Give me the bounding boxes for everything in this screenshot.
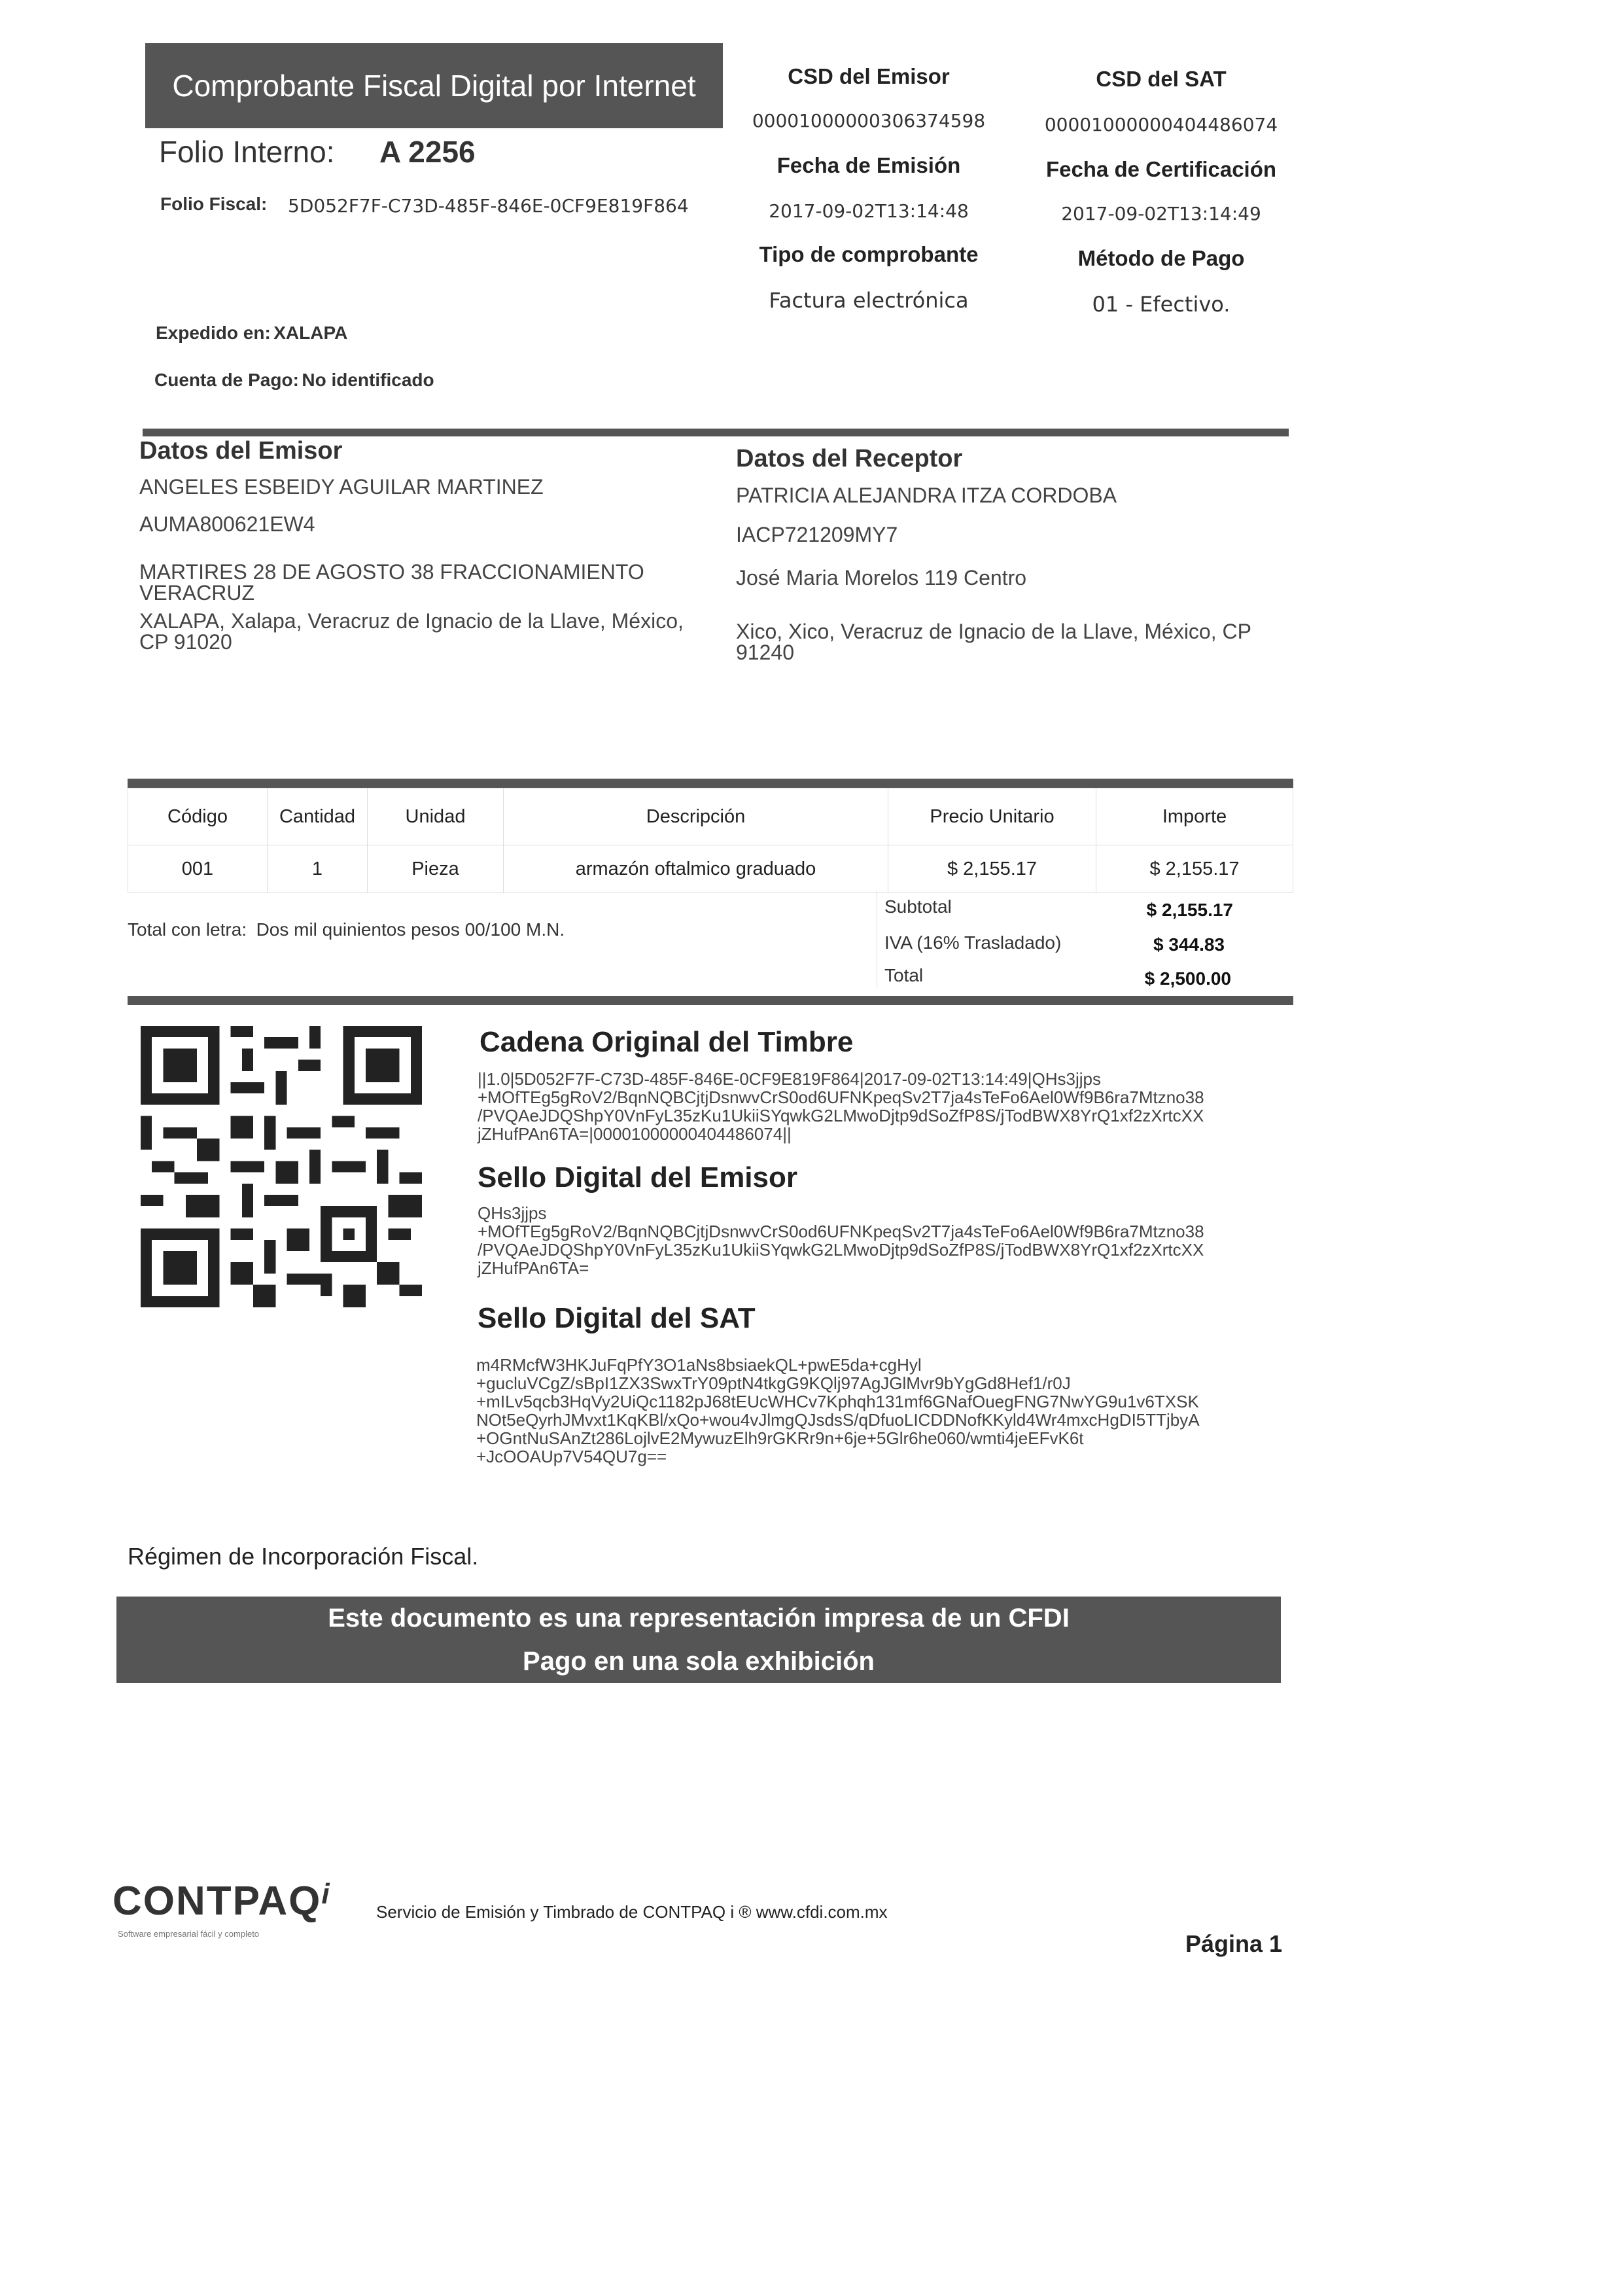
fecha-certificacion-label: Fecha de Certificación xyxy=(1045,157,1277,181)
csd-sat-value: 00001000000404486074 xyxy=(1044,114,1278,135)
col-header-importe: Importe xyxy=(1096,788,1293,845)
section-divider xyxy=(143,429,1289,436)
col-header-descripcion: Descripción xyxy=(504,788,888,845)
total-letra-label: Total con letra: xyxy=(128,919,247,940)
fecha-certificacion-value: 2017-09-02T13:14:49 xyxy=(1061,203,1261,224)
expedido-en xyxy=(156,323,347,344)
receptor-address-2: Xico, Xico, Veracruz de Ignacio de la Llave, México, CP xyxy=(736,620,1251,643)
folio-interno-label: Folio Interno: xyxy=(159,135,335,169)
folio-interno-value: A 2256 xyxy=(379,135,476,169)
sello-emisor-line: jZHufPAn6TA= xyxy=(478,1258,589,1278)
sello-sat-line: m4RMcfW3HKJuFqPfY3O1aNs8bsiaekQL+pwE5da+cgHyl xyxy=(476,1355,922,1375)
document-title-banner: Comprobante Fiscal Digital por Internet xyxy=(145,43,723,128)
sello-sat-line: +JcOOAUp7V54QU7g== xyxy=(476,1447,667,1466)
emisor-address-4: CP 91020 xyxy=(139,630,232,654)
receptor-title: Datos del Receptor xyxy=(736,445,963,472)
sello-sat-title: Sello Digital del SAT xyxy=(478,1302,756,1334)
cadena-title: Cadena Original del Timbre xyxy=(480,1026,854,1058)
total-value: $ 2,500.00 xyxy=(1144,968,1231,989)
sello-sat-text xyxy=(476,1356,1274,1466)
folio-fiscal-value: 5D052F7F-C73D-485F-846E-0CF9E819F864 xyxy=(288,195,689,217)
cell-importe: $ 2,155.17 xyxy=(1096,845,1293,893)
col-header-unidad: Unidad xyxy=(368,788,504,845)
csd-sat-label: CSD del SAT xyxy=(1096,67,1227,91)
tipo-comprobante-label: Tipo de comprobante xyxy=(759,242,979,266)
regimen-fiscal: Régimen de Incorporación Fiscal. xyxy=(128,1543,479,1570)
contpaq-tagline: Software empresarial fácil y completo xyxy=(118,1929,260,1939)
table-top-rule xyxy=(128,779,1293,788)
iva-label: IVA (16% Trasladado) xyxy=(884,932,1062,953)
iva-value: $ 344.83 xyxy=(1153,934,1225,955)
subtotal-label: Subtotal xyxy=(884,896,952,917)
emisor-title: Datos del Emisor xyxy=(139,437,343,465)
emisor-name: ANGELES ESBEIDY AGUILAR MARTINEZ xyxy=(139,475,544,499)
cadena-text xyxy=(478,1070,1276,1143)
cfdi-notice-line-2: Pago en una sola exhibición xyxy=(523,1647,875,1676)
col-header-codigo: Código xyxy=(128,788,268,845)
receptor-address-1: José Maria Morelos 119 Centro xyxy=(736,566,1027,590)
contpaq-logo-i: i xyxy=(321,1878,331,1910)
receptor-address-3: 91240 xyxy=(736,641,794,664)
cell-unidad: Pieza xyxy=(368,845,504,893)
total-letra-value: Dos mil quinientos pesos 00/100 M.N. xyxy=(256,919,565,940)
emisor-address-1: MARTIRES 28 DE AGOSTO 38 FRACCIONAMIENTO xyxy=(139,560,644,584)
page-number: Página 1 xyxy=(1185,1930,1283,1957)
cuenta-label: Cuenta de Pago: xyxy=(154,370,299,390)
sello-emisor-text xyxy=(478,1204,1276,1277)
cadena-line: +MOfTEg5gRoV2/BqnNQBCjtjDsnwvCrS0od6UFNKpeqSv2T7ja4sTeFo6Ael0Wf9B6ra7Mtzno38 xyxy=(478,1087,1204,1107)
table-bottom-rule xyxy=(128,996,1293,1005)
qr-code-image xyxy=(141,1026,422,1307)
sello-emisor-title: Sello Digital del Emisor xyxy=(478,1161,798,1193)
items-table xyxy=(128,788,1293,893)
expedido-label: Expedido en: xyxy=(156,323,271,343)
metodo-pago-value: 01 - Efectivo. xyxy=(1092,292,1230,317)
sello-emisor-line: QHs3jjps xyxy=(478,1203,547,1223)
receptor-name: PATRICIA ALEJANDRA ITZA CORDOBA xyxy=(736,484,1117,507)
cadena-line: ||1.0|5D052F7F-C73D-485F-846E-0CF9E819F864|2017-09-02T13:14:49|QHs3jjps xyxy=(478,1069,1101,1089)
cell-codigo: 001 xyxy=(128,845,268,893)
sello-emisor-line: /PVQAeJDQShpY0VnFyL35zKu1UkiiSYqwkG2LMwoDjtp9dSoZfP8S/jTodBWX8YrQ1xf2zXrtcXX xyxy=(478,1240,1204,1260)
cuenta-pago xyxy=(154,370,434,391)
cuenta-value: No identificado xyxy=(302,370,434,390)
cfdi-notice-band xyxy=(116,1597,1281,1683)
cadena-line: /PVQAeJDQShpY0VnFyL35zKu1UkiiSYqwkG2LMwoDjtp9dSoZfP8S/jTodBWX8YrQ1xf2zXrtcXX xyxy=(478,1106,1204,1125)
emisor-address-3: XALAPA, Xalapa, Veracruz de Ignacio de la Llave, México, xyxy=(139,609,684,633)
sello-emisor-line: +MOfTEg5gRoV2/BqnNQBCjtjDsnwvCrS0od6UFNKpeqSv2T7ja4sTeFo6Ael0Wf9B6ra7Mtzno38 xyxy=(478,1222,1204,1241)
sello-sat-line: +gucluVCgZ/sBpI1ZX3SwxTrY09ptN4tkgG9KQlj97AgJGlMvr9bYgGd8Hef1/r0J xyxy=(476,1373,1071,1393)
sello-sat-line: NOt5eQyrhJMvxt1KqKBl/xQo+wou4vJlmgQJsdsS/qDfuoLICDDNofKKyld4Wr4mxcHgDI5TTjbyA xyxy=(476,1410,1200,1430)
service-text: Servicio de Emisión y Timbrado de CONTPAQ i ® www.cfdi.com.mx xyxy=(376,1902,888,1922)
emisor-address-2: VERACRUZ xyxy=(139,581,255,605)
fecha-emision-value: 2017-09-02T13:14:48 xyxy=(769,200,969,222)
cell-descripcion: armazón oftalmico graduado xyxy=(504,845,888,893)
emisor-rfc: AUMA800621EW4 xyxy=(139,512,315,536)
csd-emisor-label: CSD del Emisor xyxy=(788,64,950,88)
metodo-pago-label: Método de Pago xyxy=(1077,246,1245,270)
table-row xyxy=(128,845,1293,893)
cfdi-notice-line-1: Este documento es una representación impresa de un CFDI xyxy=(328,1604,1070,1633)
col-header-precio: Precio Unitario xyxy=(888,788,1096,845)
col-header-cantidad: Cantidad xyxy=(268,788,368,845)
cell-precio: $ 2,155.17 xyxy=(888,845,1096,893)
table-header-row xyxy=(128,788,1293,845)
contpaq-logo xyxy=(113,1878,331,1924)
expedido-value: XALAPA xyxy=(273,323,348,343)
subtotal-value: $ 2,155.17 xyxy=(1146,900,1233,920)
fecha-emision-label: Fecha de Emisión xyxy=(777,153,961,177)
contpaq-logo-text: CONTPAQ xyxy=(113,1879,322,1924)
cadena-line: jZHufPAn6TA=|00001000000404486074|| xyxy=(478,1124,792,1144)
receptor-rfc: IACP721209MY7 xyxy=(736,523,898,546)
total-con-letra xyxy=(128,919,565,940)
sello-sat-line: +OGntNuSAnZt286LojlvE2MywuzElh9rGKRr9n+6je+5Glr6he060/wmti4jeEFvK6t xyxy=(476,1428,1084,1448)
folio-fiscal-label: Folio Fiscal: xyxy=(160,194,268,214)
tipo-comprobante-value: Factura electrónica xyxy=(769,288,969,313)
total-label: Total xyxy=(884,965,924,985)
csd-emisor-value: 00001000000306374598 xyxy=(752,110,986,132)
cell-cantidad: 1 xyxy=(268,845,368,893)
sello-sat-line: +mILv5qcb3HqVy2UiQc1182pJ68tEUcWHCv7Kphqh131mf6GNafOuegFNG7NwYG9u1v6TXSK xyxy=(476,1392,1199,1411)
